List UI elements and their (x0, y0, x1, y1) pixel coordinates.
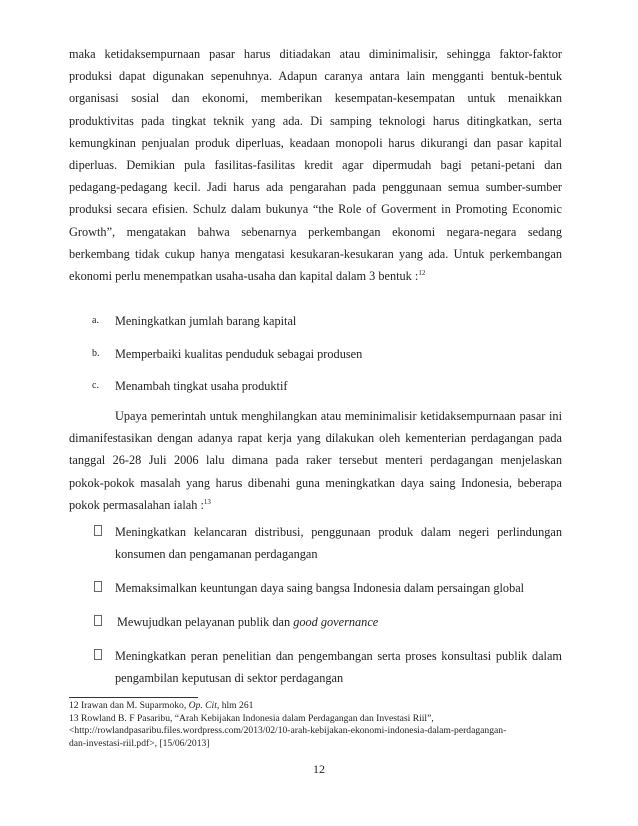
text-line-content: pokok permasalahan ialah : (69, 497, 204, 512)
text-line: dimanifestasikan dengan adanya rapat kerja yang dilakukan oleh kementerian perdagangan pada (69, 431, 562, 446)
footnotes (69, 700, 569, 750)
list-marker: b. (92, 348, 100, 359)
bullet-text (115, 577, 562, 599)
list-item-text: Meningkatkan jumlah barang kapital (115, 314, 297, 328)
list-item-text: Memperbaiki kualitas penduduk sebagai produsen (115, 347, 363, 361)
text-line: produksi dapat digunakan sepenuhnya. Adapun caranya antara lain mengganti bentuk-bentuk (69, 69, 562, 84)
text-line: produktivitas pada tingkat teknik yang ada. Di samping teknologi harus ditingkatkan, serta (69, 113, 562, 128)
text-line: Upaya pemerintah untuk menghilangkan atau meminimalisir ketidaksempurnaan pasar ini (115, 409, 562, 423)
bullet-box-icon (94, 581, 102, 592)
text-line: berkembang tidak cukup hanya mengatasi kesukaran-kesukaran yang ada. Untuk perkembangan (69, 246, 562, 261)
bullet-box-icon (94, 615, 102, 626)
list-marker: c. (92, 380, 99, 391)
text-line (69, 494, 562, 516)
bullet-text (117, 611, 564, 633)
footnote-12 (69, 700, 569, 713)
footnote-italic: Op. Cit (188, 700, 217, 711)
text-line: tanggal 26-28 Juli 2006 lalu dimana pada raker tersebut menteri perdagangan menjelaskan (69, 453, 562, 468)
footnote-text: , hlm 261 (216, 700, 254, 711)
bullet-text (115, 645, 562, 689)
footnote-13-url[interactable]: <http://rowlandpasaribu.files.wordpress.com/2013/02/10-arah-kebijakan-ekonomi-indonesia-dalam-perdagangan- (69, 725, 507, 737)
bullet-box-icon (94, 525, 102, 536)
text-line (117, 611, 564, 633)
paragraph-market-imperfection (69, 43, 562, 287)
text-line: Meningkatkan peran penelitian dan pengembangan serta proses konsultasi publik dalam (115, 649, 562, 663)
bullet-text (115, 521, 562, 565)
text-line: konsumen dan pengamanan perdagangan (115, 547, 318, 562)
text-line: maka ketidaksempurnaan pasar harus ditiadakan atau diminimalisir, sehingga faktor-faktor (69, 47, 562, 61)
paragraph-government-efforts (69, 405, 562, 516)
text-line: pokok-pokok masalah yang harus dibenahi guna meningkatkan daya saing Indonesia, beberapa (69, 475, 562, 490)
text-line: Growth”, mengatakan bahwa sebenarnya perkembangan ekonomi negara-negara sedang (69, 224, 562, 239)
text-line: pedagang-pedagang kecil. Jadi harus ada pengarahan pada penggunaan semua sumber-sumber (69, 180, 562, 195)
footnote-13-url-end: dan-investasi-riil.pdf>, [15/06/2013] (69, 737, 210, 749)
footnote-ref-12[interactable]: 12 (418, 268, 426, 277)
text-line: Memaksimalkan keuntungan daya saing bangsa Indonesia dalam persaingan global (115, 581, 525, 595)
page-number: 12 (313, 762, 325, 776)
bullet-box-icon (94, 649, 102, 660)
footnote-ref-13[interactable]: 13 (203, 497, 211, 506)
italic-term: good governance (293, 615, 379, 629)
text-line (69, 265, 562, 287)
text-line-content: ekonomi perlu menempatkan usaha-usaha dan kapital dalam 3 bentuk : (69, 268, 419, 283)
list-item-text: Menambah tingkat usaha produktif (115, 379, 288, 393)
footnote-text: 12 Irawan dan M. Suparmoko, (69, 700, 189, 711)
text-line: kemungkinan penjualan produk diperluas, keadaan monopoli harus dikurangi dan pasar kapital (69, 135, 562, 150)
text-line: produksi secara efisien. Schulz dalam bukunya “the Role of Goverment in Promoting Economic (69, 202, 562, 217)
text-line: diperluas. Demikian pula fasilitas-fasilitas kredit agar dipermudah bagi petani-petani dan (69, 157, 562, 172)
list-marker: a. (92, 315, 99, 326)
footnote-13: 13 Rowland B. F Pasaribu, “Arah Kebijakan Indonesia dalam Perdagangan dan Investasi Riil”, (69, 712, 434, 724)
text-line: pengambilan keputusan di sektor perdagangan (115, 671, 344, 686)
footnote-divider (69, 697, 198, 698)
text-line: Meningkatkan kelancaran distribusi, penggunaan produk dalam negeri perlindungan (115, 525, 562, 539)
text-line-content: Mewujudkan pelayanan publik dan (117, 615, 294, 629)
text-line: organisasi sosial dan ekonomi, memberikan kesempatan-kesempatan untuk menaikkan (69, 91, 562, 106)
